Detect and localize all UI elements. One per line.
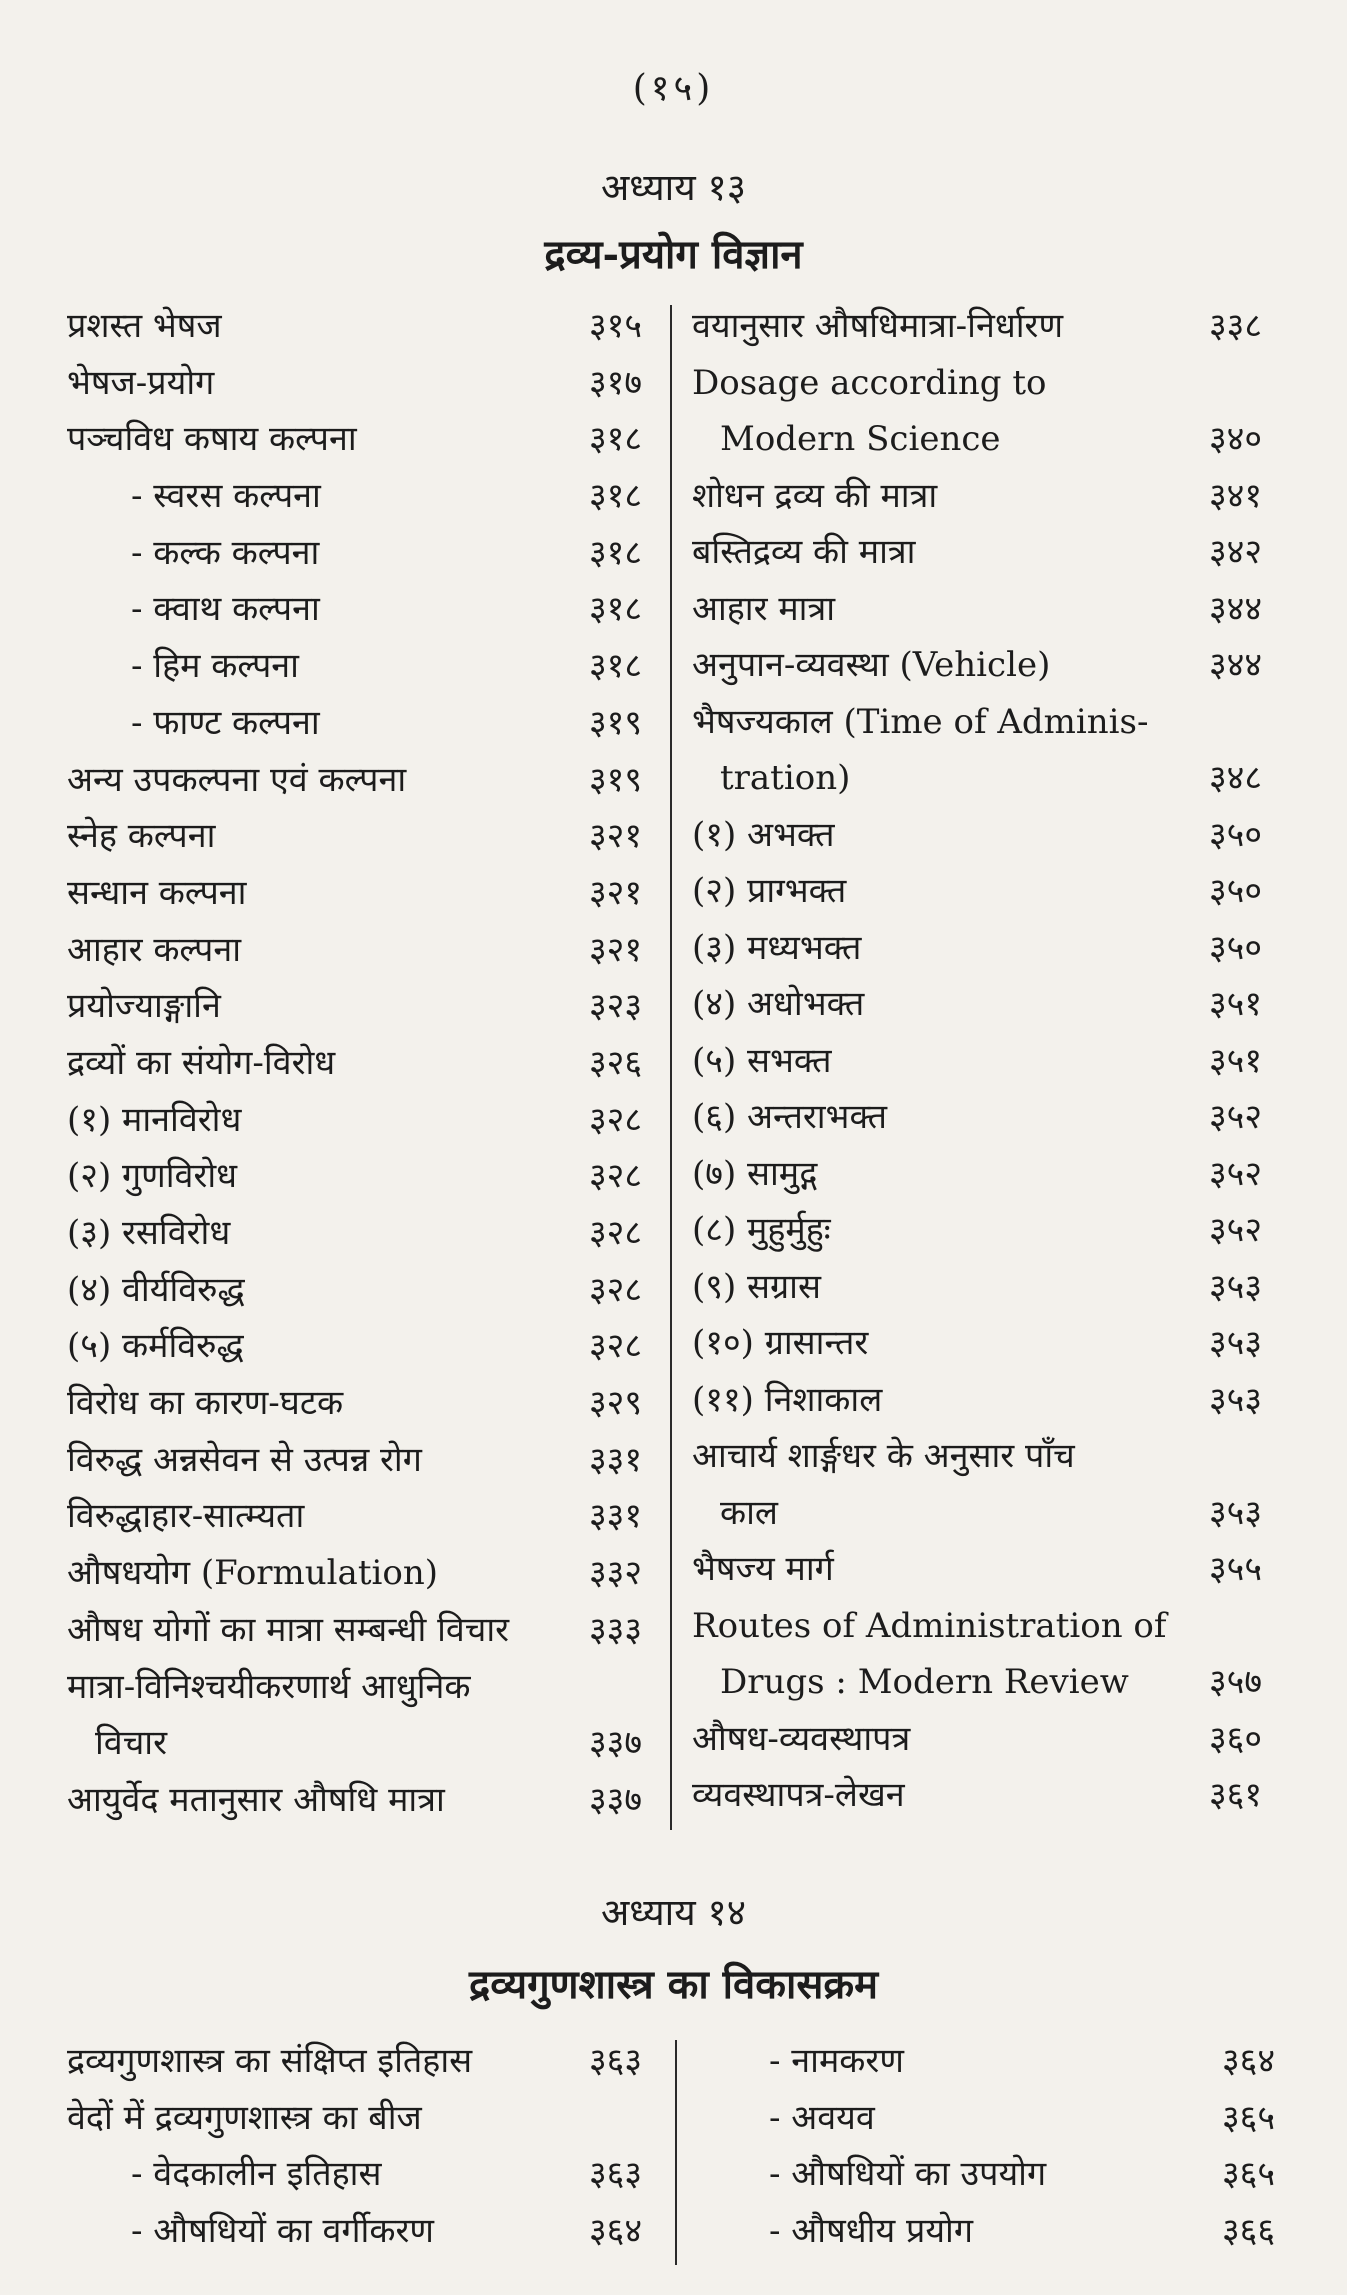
toc-entry: [692, 976, 1262, 1033]
toc-entry: [692, 298, 1262, 355]
toc-entry: [692, 1767, 1262, 1824]
toc-entry-page: ३६५: [1221, 2097, 1275, 2138]
toc-entry-page: ३४८: [1208, 758, 1262, 798]
toc-entry: [67, 1092, 642, 1149]
toc-entry: [692, 1033, 1262, 1090]
toc-entry-title: विचार: [95, 1723, 168, 1764]
toc-entry: [692, 1146, 1262, 1203]
toc-entry-title: - अवयव: [769, 2097, 875, 2138]
toc-entry-title: भैषज्यकाल (Time of Adminis-: [692, 701, 1149, 742]
toc-entry: [692, 1711, 1262, 1768]
toc-entry-page: ३६५: [1221, 2154, 1275, 2194]
toc-entry-title: अनुपान-व्यवस्था (Vehicle): [692, 645, 1051, 685]
toc-entry: [67, 2146, 642, 2203]
toc-entry: [67, 1205, 642, 1262]
toc-entry-title: विरुद्धाहार-सात्म्यता: [67, 1496, 305, 1537]
toc-entry-title: औषध योगों का मात्रा सम्बन्धी विचार: [67, 1609, 510, 1650]
toc-entry-page: ३३३: [588, 1609, 642, 1650]
toc-entry-page: ३२१: [588, 872, 642, 913]
toc-entry: [692, 411, 1262, 468]
toc-entry-title: - औषधियों का उपयोग: [769, 2154, 1047, 2194]
toc-entry-title: अन्य उपकल्पना एवं कल्पना: [67, 759, 407, 800]
toc-entry: [67, 2203, 642, 2260]
toc-entry: [692, 1541, 1262, 1598]
toc-entry-page: ३२८: [588, 1326, 642, 1367]
toc-entry-title: Routes of Administration of: [692, 1605, 1167, 1646]
toc-entry-page: ३६४: [1221, 2041, 1275, 2081]
toc-entry-title: व्यवस्थापत्र-लेखन: [692, 1775, 905, 1815]
toc-entry-title: - क्वाथ कल्पना: [131, 589, 320, 630]
toc-entry-page: ३२८: [588, 1213, 642, 1253]
toc-entry-page: ३४२: [1208, 532, 1262, 572]
toc-entry-title: - हिम कल्पना: [131, 646, 299, 687]
toc-entry: [67, 1035, 642, 1092]
toc-entry: [67, 1318, 642, 1375]
toc-entry-title: बस्तिद्रव्य की मात्रा: [692, 532, 916, 572]
toc-entry-page: ३५३: [1208, 1379, 1262, 1420]
toc-entry-page: ३१८: [588, 646, 642, 687]
toc-entry-page: ३२१: [588, 816, 642, 857]
toc-entry: [67, 581, 642, 638]
toc-entry: [67, 638, 642, 695]
toc-entry: [67, 752, 642, 809]
toc-entry-title: (४) अधोभक्त: [692, 984, 865, 1024]
toc-entry-title: आयुर्वेद मतानुसार औषधि मात्रा: [67, 1779, 445, 1820]
toc-entry-title: सन्धान कल्पना: [67, 872, 247, 913]
toc-entry-title: - औषधीय प्रयोग: [769, 2210, 973, 2251]
toc-entry: [692, 1428, 1262, 1485]
toc-entry: [705, 2090, 1275, 2147]
toc-entry-title: आहार कल्पना: [67, 929, 242, 970]
toc-entry: [692, 920, 1262, 977]
chapter-13-right-column: [692, 298, 1262, 1824]
toc-entry-title: प्रयोज्याङ्गानि: [67, 986, 221, 1027]
toc-entry: [67, 1659, 642, 1716]
toc-entry-title: प्रशस्त भेषज: [67, 306, 222, 346]
toc-entry-title: विरुद्ध अन्नसेवन से उत्पन्न रोग: [67, 1439, 422, 1480]
toc-entry-title: - औषधियों का वर्गीकरण: [131, 2211, 434, 2252]
toc-entry-page: ३५२: [1208, 1153, 1262, 1194]
toc-entry: [67, 2033, 642, 2090]
toc-entry-page: ३५२: [1208, 1097, 1262, 1137]
toc-entry-page: ३२३: [588, 986, 642, 1027]
toc-entry-page: ३६३: [588, 2154, 642, 2195]
toc-entry-title: (३) मध्यभक्त: [692, 927, 862, 968]
toc-entry: [692, 524, 1262, 581]
toc-entry-page: ३५७: [1208, 1662, 1262, 1702]
column-divider-2: [675, 2040, 677, 2265]
toc-entry: [692, 1654, 1262, 1711]
toc-entry: [692, 1598, 1262, 1655]
toc-entry-title: (१०) ग्रासान्तर: [692, 1323, 869, 1363]
toc-entry-title: भैषज्य मार्ग: [692, 1549, 834, 1589]
toc-entry-page: ३५३: [1208, 1492, 1262, 1533]
toc-entry: [67, 355, 642, 412]
toc-entry: [692, 807, 1262, 864]
toc-entry-title: (३) रसविरोध: [67, 1213, 231, 1253]
toc-entry-page: ३५१: [1208, 984, 1262, 1024]
chapter-13-heading: अध्याय १३: [601, 166, 746, 209]
toc-entry-page: ३६४: [588, 2211, 642, 2252]
toc-entry-title: (२) प्राग्भक्त: [692, 871, 847, 911]
toc-entry-title: काल: [720, 1492, 778, 1533]
toc-entry-title: द्रव्यों का संयोग-विरोध: [67, 1042, 336, 1083]
toc-entry: [692, 694, 1262, 751]
toc-entry: [67, 1148, 642, 1205]
toc-entry-title: आचार्य शार्ङ्गधर के अनुसार पाँच: [692, 1436, 1075, 1476]
toc-entry-page: ३६१: [1208, 1775, 1262, 1815]
toc-entry-page: ३५१: [1208, 1040, 1262, 1081]
toc-entry: [67, 1432, 642, 1489]
toc-entry-title: - नामकरण: [769, 2041, 904, 2081]
column-divider: [670, 305, 672, 1830]
toc-entry-title: भेषज-प्रयोग: [67, 362, 215, 403]
toc-entry: [705, 2033, 1275, 2090]
toc-entry: [692, 750, 1262, 807]
chapter-14-left-column: [67, 2033, 642, 2260]
toc-entry-page: ३३१: [588, 1439, 642, 1480]
toc-entry: [67, 1715, 642, 1772]
toc-entry: [67, 922, 642, 979]
toc-entry-title: Modern Science: [720, 419, 1001, 459]
toc-entry: [705, 2203, 1275, 2260]
toc-entry-page: ३१९: [588, 702, 642, 743]
toc-entry-title: वेदों में द्रव्यगुणशास्त्र का बीज: [67, 2097, 422, 2138]
toc-entry-page: ३३७: [588, 1723, 642, 1764]
toc-entry-page: ३४०: [1208, 419, 1262, 459]
toc-entry-page: ३१८: [588, 589, 642, 630]
toc-entry-title: औषधयोग (Formulation): [67, 1553, 438, 1594]
toc-entry-title: (५) कर्मविरुद्ध: [67, 1326, 244, 1367]
toc-entry-page: ३२८: [588, 1156, 642, 1197]
toc-entry: [67, 525, 642, 582]
toc-entry-page: ३२१: [588, 929, 642, 970]
toc-entry-page: ३५०: [1208, 871, 1262, 911]
toc-entry-title: (९) सग्रास: [692, 1266, 821, 1307]
toc-entry: [692, 863, 1262, 920]
toc-entry: [67, 695, 642, 752]
toc-entry-page: ३१७: [588, 362, 642, 403]
toc-entry-page: ३४४: [1208, 645, 1262, 685]
toc-entry-title: विरोध का कारण-घटक: [67, 1383, 344, 1424]
toc-entry-page: ३५५: [1208, 1549, 1262, 1589]
toc-entry: [692, 1202, 1262, 1259]
toc-entry-title: (६) अन्तराभक्त: [692, 1097, 888, 1137]
toc-entry-title: tration): [720, 758, 851, 798]
toc-entry-page: ३६३: [588, 2041, 642, 2081]
toc-entry-title: आहार मात्रा: [692, 588, 836, 629]
toc-entry: [67, 411, 642, 468]
toc-entry: [692, 468, 1262, 525]
toc-entry-title: (५) सभक्त: [692, 1040, 832, 1081]
toc-entry: [692, 1089, 1262, 1146]
toc-entry-title: Drugs : Modern Review: [720, 1662, 1129, 1702]
toc-entry-title: - वेदकालीन इतिहास: [131, 2154, 382, 2195]
toc-entry-title: मात्रा-विनिश्चयीकरणार्थ आधुनिक: [67, 1666, 471, 1707]
toc-entry-page: ३६०: [1208, 1718, 1262, 1759]
toc-entry-page: ३१८: [588, 532, 642, 573]
toc-entry-title: (११) निशाकाल: [692, 1379, 883, 1420]
toc-entry-page: ३५३: [1208, 1266, 1262, 1307]
toc-entry-page: ३३२: [588, 1553, 642, 1594]
toc-entry: [67, 1772, 642, 1829]
toc-entry: [692, 1485, 1262, 1542]
toc-entry-title: द्रव्यगुणशास्त्र का संक्षिप्त इतिहास: [67, 2041, 473, 2081]
toc-entry: [67, 865, 642, 922]
toc-entry-page: ३४१: [1208, 475, 1262, 516]
toc-entry: [692, 637, 1262, 694]
toc-entry-title: - स्वरस कल्पना: [131, 476, 321, 517]
toc-entry: [692, 355, 1262, 412]
toc-entry-title: शोधन द्रव्य की मात्रा: [692, 475, 938, 516]
toc-entry-page: ३५०: [1208, 814, 1262, 855]
toc-entry-page: ३२८: [588, 1099, 642, 1140]
toc-entry: [67, 1602, 642, 1659]
toc-entry: [67, 1375, 642, 1432]
toc-entry-title: Dosage according to: [692, 362, 1047, 403]
toc-entry-page: ३३१: [588, 1496, 642, 1537]
toc-entry: [67, 1262, 642, 1319]
toc-entry: [692, 581, 1262, 638]
toc-entry: [692, 1372, 1262, 1429]
toc-entry: [67, 298, 642, 355]
toc-entry-title: औषध-व्यवस्थापत्र: [692, 1718, 911, 1759]
toc-entry: [67, 808, 642, 865]
toc-entry-page: ३३८: [1208, 306, 1262, 346]
toc-entry: [67, 1545, 642, 1602]
toc-entry-page: ३१५: [588, 306, 642, 346]
toc-entry-page: ३५३: [1208, 1323, 1262, 1363]
toc-entry: [67, 468, 642, 525]
toc-entry-title: (२) गुणविरोध: [67, 1156, 238, 1197]
toc-entry-title: स्नेह कल्पना: [67, 816, 216, 857]
toc-entry-page: ३५२: [1208, 1210, 1262, 1250]
toc-entry-page: ३२८: [588, 1269, 642, 1310]
toc-entry-page: ३३७: [588, 1779, 642, 1820]
toc-entry: [692, 1259, 1262, 1316]
toc-entry-title: (८) मुहुर्मुहुः: [692, 1210, 831, 1250]
toc-entry-page: ३२६: [588, 1042, 642, 1083]
toc-entry-title: वयानुसार औषधिमात्रा-निर्धारण: [692, 306, 1064, 346]
toc-entry-title: (७) सामुद्ग: [692, 1153, 818, 1194]
toc-entry-page: ३१८: [588, 419, 642, 460]
toc-entry-title: - कल्क कल्पना: [131, 532, 320, 573]
toc-entry: [67, 978, 642, 1035]
toc-entry-title: पञ्चविध कषाय कल्पना: [67, 419, 357, 460]
toc-entry-page: ३५०: [1208, 927, 1262, 968]
toc-entry-page: ३१९: [588, 759, 642, 800]
toc-entry-page: ३६६: [1221, 2210, 1275, 2251]
toc-entry-title: (४) वीर्यविरुद्ध: [67, 1269, 245, 1310]
toc-entry-page: ३१८: [588, 476, 642, 517]
toc-entry: [67, 2090, 642, 2147]
chapter-14-heading: अध्याय १४: [601, 1891, 746, 1934]
toc-entry-title: (१) मानविरोध: [67, 1099, 242, 1140]
toc-entry: [67, 1488, 642, 1545]
chapter-14-title: द्रव्यगुणशास्त्र का विकासक्रम: [468, 1961, 879, 2008]
page-number: (१५): [632, 68, 715, 109]
chapter-14-right-column: [705, 2033, 1275, 2259]
toc-entry-page: ३२९: [588, 1383, 642, 1424]
chapter-13-left-column: [67, 298, 642, 1829]
chapter-13-title: द्रव्य-प्रयोग विज्ञान: [544, 231, 803, 278]
toc-entry: [692, 1315, 1262, 1372]
toc-entry-title: - फाण्ट कल्पना: [131, 702, 320, 743]
toc-entry-page: ३४४: [1208, 588, 1262, 629]
toc-entry-title: (१) अभक्त: [692, 814, 835, 855]
toc-entry: [705, 2146, 1275, 2203]
